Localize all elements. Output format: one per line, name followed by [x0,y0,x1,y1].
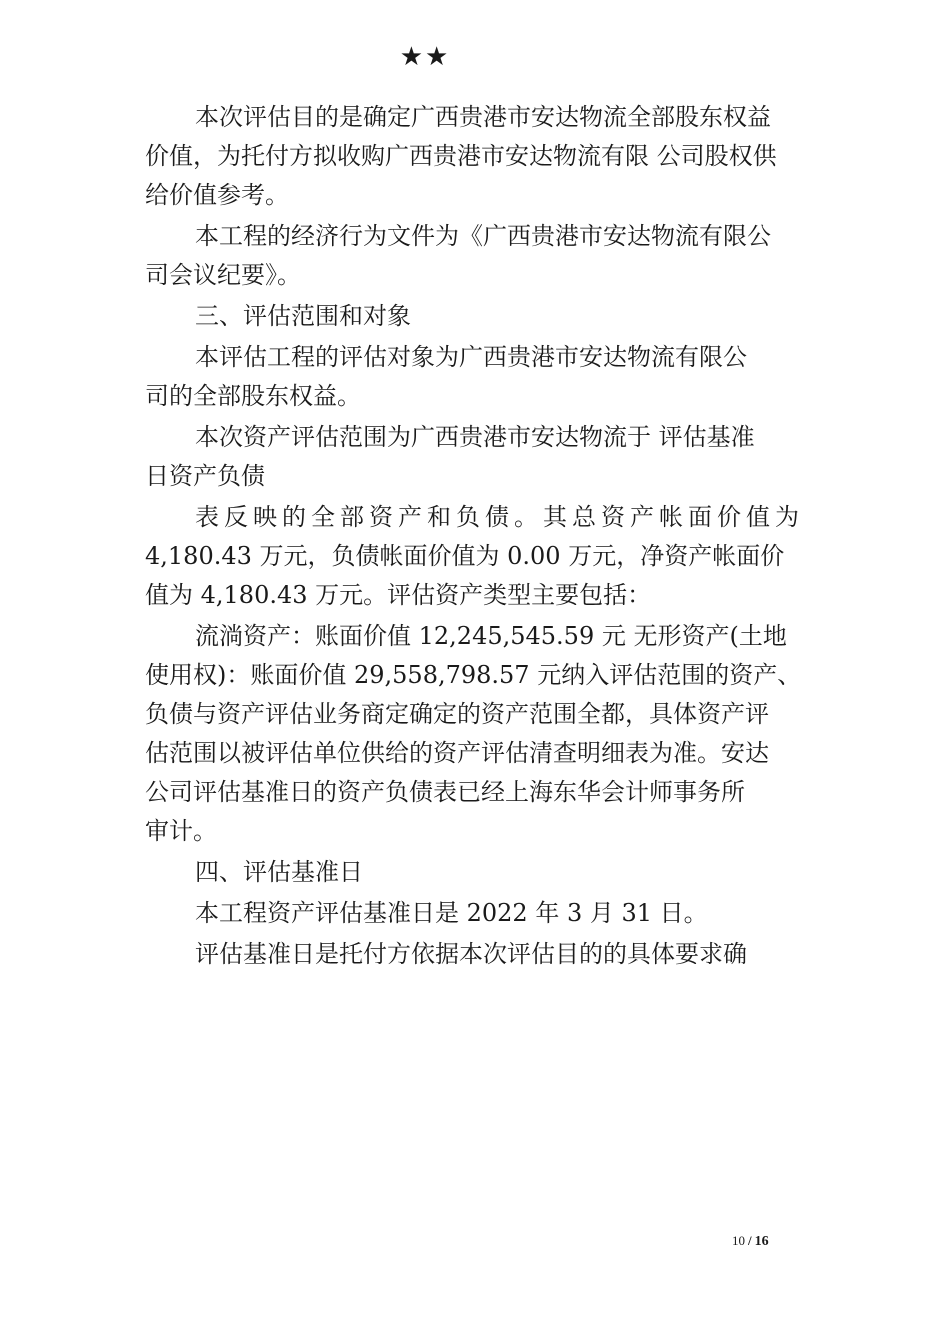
text-line: 司会议纪要》。 [145,261,301,289]
section-heading-base-date [145,853,810,892]
total-pages: 16 [754,1234,769,1249]
page-number [732,1233,769,1250]
section-heading: 四、评估基准日 [195,858,363,886]
current-page: 10 [732,1233,745,1248]
text-line: 给价值参考。 [145,181,289,209]
text-line: 司的全部股东权益。 [145,382,361,410]
paragraph-assets [145,617,810,851]
text-line: 本次评估目的是确定广西贵港市安达物流全部股东权益 [195,103,771,131]
text-line: 本次资产评估范围为广西贵港市安达物流于 评估基准 [195,423,755,451]
text-line: 负债与资产评估业务商定确定的资产范围全都，具体资产评 [145,700,769,728]
text-line: 公司评估基准日的资产负债表已经上海东华会计师事务所 [145,778,745,806]
paragraph-balance [145,498,810,615]
section-heading-scope [145,297,810,336]
header-star-mark: ★★ [399,42,451,72]
section-heading: 三、评估范围和对象 [195,302,411,330]
paragraph-base-date-reason [145,935,810,974]
text-line: 值为 4,180.43 万元。评估资产类型主要包括： [145,581,652,609]
page-separator: / [748,1233,752,1248]
text-line: 本工程的经济行为文件为《广西贵港市安达物流有限公 [195,222,771,250]
text-line: 评估基准日是托付方依据本次评估目的的具体要求确 [195,940,747,968]
paragraph-economic-act [145,217,810,295]
text-line: 估范围以被评估单位供给的资产评估清查明细表为准。安达 [145,739,769,767]
paragraph-base-date [145,894,810,933]
text-line: 本工程资产评估基准日是 2022 年 3 月 31 日。 [195,899,708,927]
paragraph-scope [145,418,810,496]
text-line: 表反映的全部资产和负债。其总资产帐面价值为 [195,503,804,531]
text-line: 使用权)：账面价值 29,558,798.57 元纳入评估范围的资产、 [145,661,802,689]
paragraph-object [145,338,810,416]
paragraph-purpose [145,98,810,215]
text-line: 4,180.43 万元，负债帐面价值为 0.00 万元，净资产帐面价 [145,542,785,570]
text-line: 审计。 [145,817,217,845]
text-line: 流淌资产：账面价值 12,245,545.59 元 无形资产(土地 [195,622,787,650]
text-line: 日资产负债 [145,462,265,490]
text-line: 本评估工程的评估对象为广西贵港市安达物流有限公 [195,343,747,371]
text-line: 价值，为托付方拟收购广西贵港市安达物流有限 公司股权供 [145,142,777,170]
document-body [145,98,810,974]
